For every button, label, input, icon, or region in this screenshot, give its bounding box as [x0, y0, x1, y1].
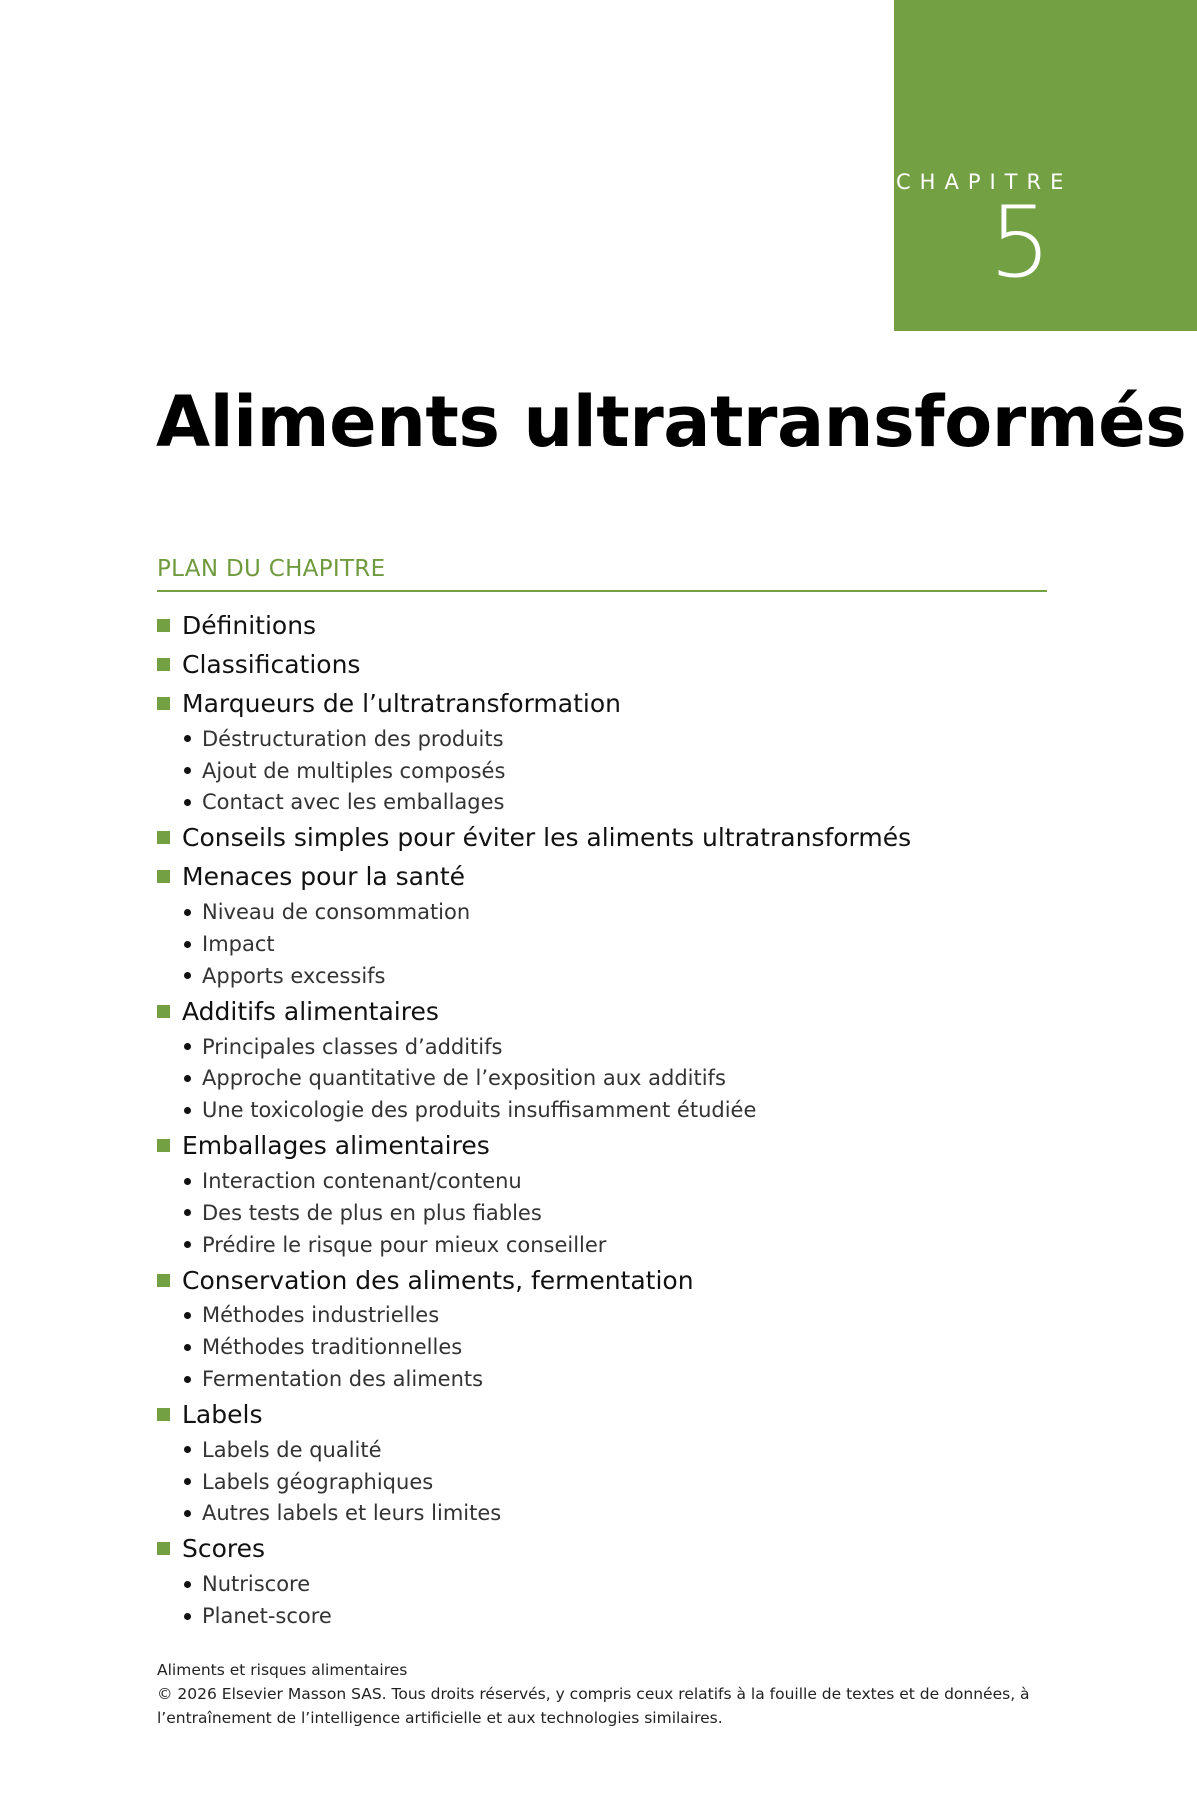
footer-book-title: Aliments et risques alimentaires [157, 1661, 408, 1679]
plan-subsection-label: Prédire le risque pour mieux conseiller [202, 1232, 607, 1257]
plan-section [157, 1261, 1057, 1300]
square-bullet-icon [157, 658, 170, 671]
plan-subsection-label: Interaction contenant/contenu [202, 1169, 522, 1194]
dot-bullet-icon [184, 1209, 191, 1216]
plan-section-label: Marqueurs de l’ultratransformation [182, 689, 621, 718]
square-bullet-icon [157, 1408, 170, 1421]
chapter-tab [894, 0, 1197, 331]
plan-subsection-list [157, 1568, 1057, 1632]
plan-divider [157, 590, 1047, 592]
plan-section-label: Additifs alimentaires [182, 996, 439, 1026]
plan-list [157, 606, 1057, 1632]
plan-subsection-label: Déstructuration des produits [202, 726, 504, 751]
plan-subsection [157, 1331, 1057, 1363]
plan-section-label: Définitions [182, 611, 317, 640]
plan-subsection-label: Impact [202, 932, 275, 957]
footer [157, 1658, 1057, 1730]
plan-heading: PLAN DU CHAPITRE [157, 556, 386, 582]
dot-bullet-icon [184, 1312, 191, 1319]
plan-section [157, 684, 1057, 723]
chapter-number: 5 [989, 186, 1052, 300]
dot-bullet-icon [184, 1178, 191, 1185]
plan-subsection [157, 1197, 1057, 1229]
dot-bullet-icon [184, 767, 191, 774]
dot-bullet-icon [184, 1107, 191, 1114]
plan-subsection [157, 1363, 1057, 1395]
plan-subsection-label: Labels géographiques [202, 1469, 434, 1494]
plan-subsection-label: Des tests de plus en plus fiables [202, 1200, 542, 1225]
plan-subsection [157, 1498, 1057, 1530]
plan-section-label: Emballages alimentaires [182, 1131, 490, 1161]
plan-subsection-label: Principales classes d’additifs [202, 1034, 503, 1059]
dot-bullet-icon [184, 1510, 191, 1517]
plan-section [157, 645, 1057, 684]
dot-bullet-icon [184, 1446, 191, 1453]
plan-subsection-label: Fermentation des aliments [202, 1367, 484, 1392]
plan-section-label: Conservation des aliments, fermentation [182, 1265, 694, 1295]
plan-subsection [157, 1031, 1057, 1063]
plan-subsection [157, 960, 1057, 992]
plan-subsection [157, 1600, 1057, 1632]
square-bullet-icon [157, 1274, 170, 1287]
dot-bullet-icon [184, 1241, 191, 1248]
plan-subsection [157, 723, 1057, 755]
plan-section-label: Menaces pour la santé [182, 862, 466, 892]
plan-subsection-label: Contact avec les emballages [202, 790, 505, 815]
plan-section-label: Classifications [182, 650, 361, 679]
plan-section [157, 1126, 1057, 1165]
dot-bullet-icon [184, 1075, 191, 1082]
dot-bullet-icon [184, 1344, 191, 1351]
plan-subsection [157, 1568, 1057, 1600]
square-bullet-icon [157, 697, 170, 710]
chapter-title: Aliments ultratransformés [156, 381, 1187, 463]
plan-subsection [157, 1466, 1057, 1498]
plan-subsection-list [157, 1031, 1057, 1126]
plan-subsection [157, 1165, 1057, 1197]
plan-subsection [157, 1094, 1057, 1126]
dot-bullet-icon [184, 1043, 191, 1050]
plan-section [157, 1529, 1057, 1568]
plan-section-label: Labels [182, 1399, 263, 1429]
chapter-label: CHAPITRE [896, 170, 1073, 194]
dot-bullet-icon [184, 1478, 191, 1485]
plan-subsection-list [157, 1434, 1057, 1529]
plan-subsection-label: Méthodes traditionnelles [202, 1335, 463, 1360]
dot-bullet-icon [184, 941, 191, 948]
plan-subsection-list [157, 1300, 1057, 1395]
plan-subsection-label: Ajout de multiples composés [202, 758, 506, 783]
plan-section-label: Scores [182, 1534, 266, 1564]
plan-subsection-list [157, 1165, 1057, 1260]
plan-section [157, 606, 1057, 645]
square-bullet-icon [157, 870, 170, 883]
dot-bullet-icon [184, 1613, 191, 1620]
dot-bullet-icon [184, 909, 191, 916]
plan-subsection [157, 1300, 1057, 1332]
plan-subsection [157, 787, 1057, 819]
plan-subsection-label: Labels de qualité [202, 1437, 382, 1462]
plan-subsection-label: Apports excessifs [202, 963, 386, 988]
square-bullet-icon [157, 1139, 170, 1152]
dot-bullet-icon [184, 1376, 191, 1383]
plan-subsection-label: Une toxicologie des produits insuffisamment étudiée [202, 1098, 757, 1123]
plan-subsection [157, 1063, 1057, 1095]
plan-section-label: Conseils simples pour éviter les aliments ultratransformés [182, 823, 912, 853]
plan-section [157, 818, 1057, 857]
square-bullet-icon [157, 831, 170, 844]
plan-section [157, 857, 1057, 896]
plan-subsection-label: Autres labels et leurs limites [202, 1501, 502, 1526]
dot-bullet-icon [184, 735, 191, 742]
plan-subsection-label: Niveau de consommation [202, 900, 471, 925]
plan-subsection-list [157, 896, 1057, 991]
square-bullet-icon [157, 619, 170, 632]
footer-copyright: © 2026 Elsevier Masson SAS. Tous droits réservés, y compris ceux relatifs à la fouille de textes et de données, à l’entraînement de l’intelligence artificielle et aux technologies similaires. [157, 1685, 1030, 1727]
plan-subsection-label: Méthodes industrielles [202, 1303, 440, 1328]
plan-subsection-label: Planet-score [202, 1604, 332, 1629]
plan-subsection [157, 896, 1057, 928]
square-bullet-icon [157, 1542, 170, 1555]
plan-subsection-label: Approche quantitative de l’exposition aux additifs [202, 1066, 726, 1091]
plan-subsection [157, 1229, 1057, 1261]
plan-section [157, 1395, 1057, 1434]
square-bullet-icon [157, 1005, 170, 1018]
plan-subsection-list [157, 723, 1057, 818]
plan-section [157, 992, 1057, 1031]
dot-bullet-icon [184, 972, 191, 979]
plan-subsection-label: Nutriscore [202, 1572, 311, 1597]
plan-subsection [157, 755, 1057, 787]
dot-bullet-icon [184, 799, 191, 806]
plan-subsection [157, 1434, 1057, 1466]
dot-bullet-icon [184, 1581, 191, 1588]
plan-subsection [157, 928, 1057, 960]
